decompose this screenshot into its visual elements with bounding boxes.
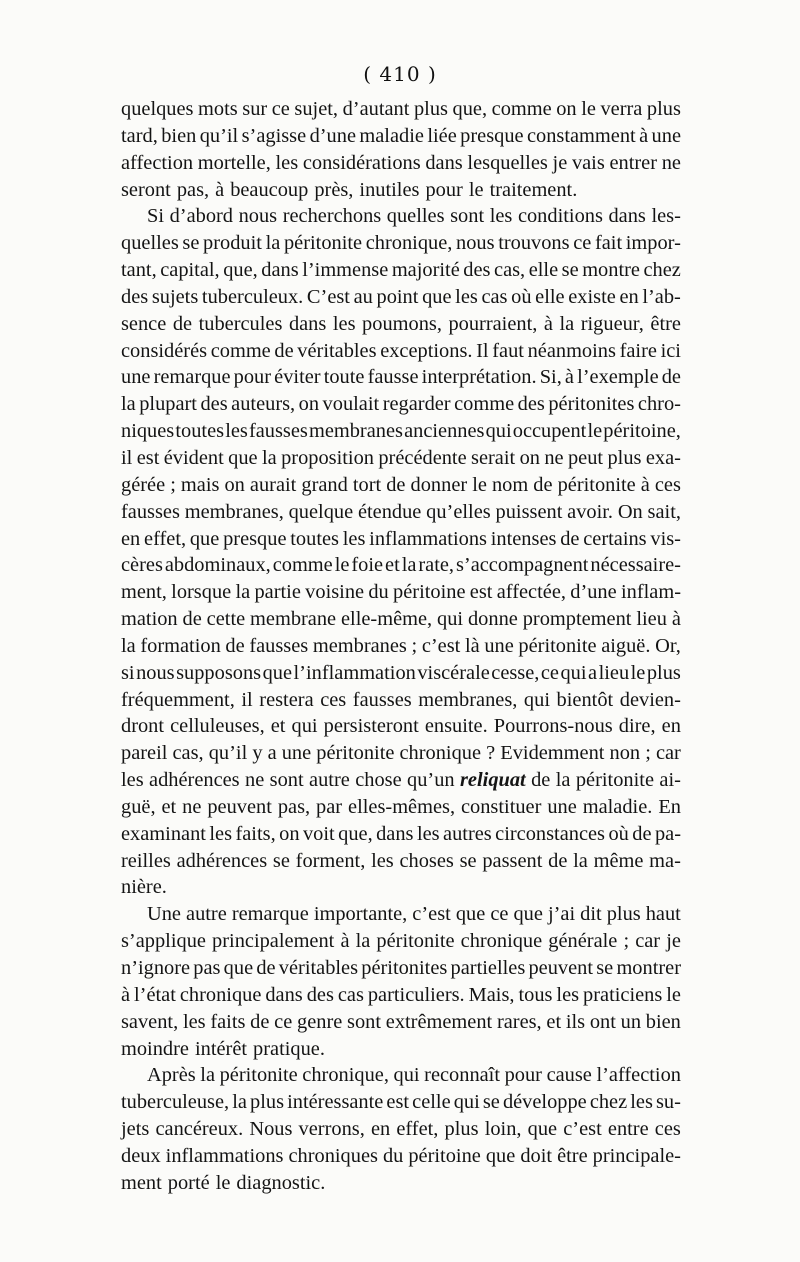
text-line: sence de tubercules dans les poumons, pourraient, à la rigueur, être xyxy=(121,312,681,335)
text-line: quelques mots sur ce sujet, d’autant plus que, comme on le verra plus xyxy=(121,98,681,120)
text-line: s’applique principalement à la péritonite chronique générale ; car je xyxy=(121,930,681,953)
text-line: il est évident que la proposition précédente serait on ne peut plus exa- xyxy=(121,446,681,469)
text-line: Après la péritonite chronique, qui reconnaît pour cause l’affection xyxy=(147,1064,681,1087)
paragraph xyxy=(121,203,681,901)
text-line: dront celluleuses, et qui persisteront ensuite. Pourrons-nous dire, en xyxy=(121,715,681,738)
text-line: ment porté le diagnostic. xyxy=(121,1171,326,1194)
text-line: les adhérences ne sont autre chose qu’un reliquat de la péritonite ai- xyxy=(121,769,681,792)
text-line: nière. xyxy=(121,876,167,899)
text-line: mation de cette membrane elle-même, qui donne promptement lieu à xyxy=(121,608,681,631)
text-line: ment, lorsque la partie voisine du péritoine est affectée, d’une inflam- xyxy=(121,581,681,604)
text-line: tant, capital, que, dans l’immense majorité des cas, elle se montre chez xyxy=(121,259,681,282)
text-line: niques toutes les fausses membranes anciennes qui occupent le péritoine, xyxy=(121,420,681,443)
text-line: des sujets tuberculeux. C’est au point que les cas où elle existe en l’ab- xyxy=(121,285,681,308)
paragraph xyxy=(121,1062,681,1196)
text-line: la plupart des auteurs, on voulait regarder comme des péritonites chro- xyxy=(121,393,681,416)
text-line: n’ignore pas que de véritables péritonites partielles peuvent se montrer xyxy=(121,957,681,979)
text-line: cères abdominaux, comme le foie et la rate, s’accompagnent nécessaire- xyxy=(121,554,681,577)
text-line: deux inflammations chroniques du péritoine que doit être principale- xyxy=(121,1144,681,1167)
text-line: Une autre remarque importante, c’est que ce que j’ai dit plus haut xyxy=(147,903,681,926)
text-line: si nous supposons que l’inflammation viscérale cesse, ce qui a lieu le plus xyxy=(121,661,681,684)
text-line: affection mortelle, les considérations dans lesquelles je vais entrer ne xyxy=(121,151,681,174)
text-line: seront pas, à beaucoup près, inutiles pour le traitement. xyxy=(121,178,578,201)
body-text xyxy=(121,96,681,1197)
text-line: fausses membranes, quelque étendue qu’elles puissent avoir. On sait, xyxy=(121,500,681,523)
text-line: à l’état chronique dans des cas particuliers. Mais, tous les praticiens le xyxy=(121,983,681,1006)
text-line: jets cancéreux. Nous verrons, en effet, plus loin, que c’est entre ces xyxy=(121,1118,681,1141)
text-line: moindre intérêt pratique. xyxy=(121,1037,325,1060)
text-line: fréquemment, il restera ces fausses membranes, qui bientôt devien- xyxy=(121,688,681,711)
text-line: reilles adhérences se forment, les choses se passent de la même ma- xyxy=(121,849,681,872)
text-line: en effet, que presque toutes les inflammations intenses de certains vis- xyxy=(121,527,681,550)
text-line: considérés comme de véritables exceptions. Il faut néanmoins faire ici xyxy=(121,339,681,362)
text-line: une remarque pour éviter toute fausse interprétation. Si, à l’exemple de xyxy=(121,366,681,389)
text-line: guë, et ne peuvent pas, par elles-mêmes, constituer une maladie. En xyxy=(121,795,681,818)
text-line: pareil cas, qu’il y a une péritonite chronique ? Evidemment non ; car xyxy=(121,742,681,765)
text-line: gérée ; mais on aurait grand tort de donner le nom de péritonite à ces xyxy=(121,473,681,496)
paragraph xyxy=(121,901,681,1062)
text-line: la formation de fausses membranes ; c’est là une péritonite aiguë. Or, xyxy=(121,634,681,657)
paragraph xyxy=(121,96,681,203)
page-number: ( 410 ) xyxy=(363,62,437,86)
text-line: quelles se produit la péritonite chronique, nous trouvons ce fait impor- xyxy=(121,232,681,255)
text-line: Si d’abord nous recherchons quelles sont les conditions dans les- xyxy=(147,205,681,228)
text-line: tard, bien qu’il s’agisse d’une maladie liée presque constamment à une xyxy=(121,124,681,147)
text-line: examinant les faits, on voit que, dans les autres circonstances où de pa- xyxy=(121,822,681,845)
text-line: tuberculeuse, la plus intéressante est celle qui se développe chez les su- xyxy=(121,1091,681,1114)
text-line: savent, les faits de ce genre sont extrêmement rares, et ils ont un bien xyxy=(121,1010,681,1033)
